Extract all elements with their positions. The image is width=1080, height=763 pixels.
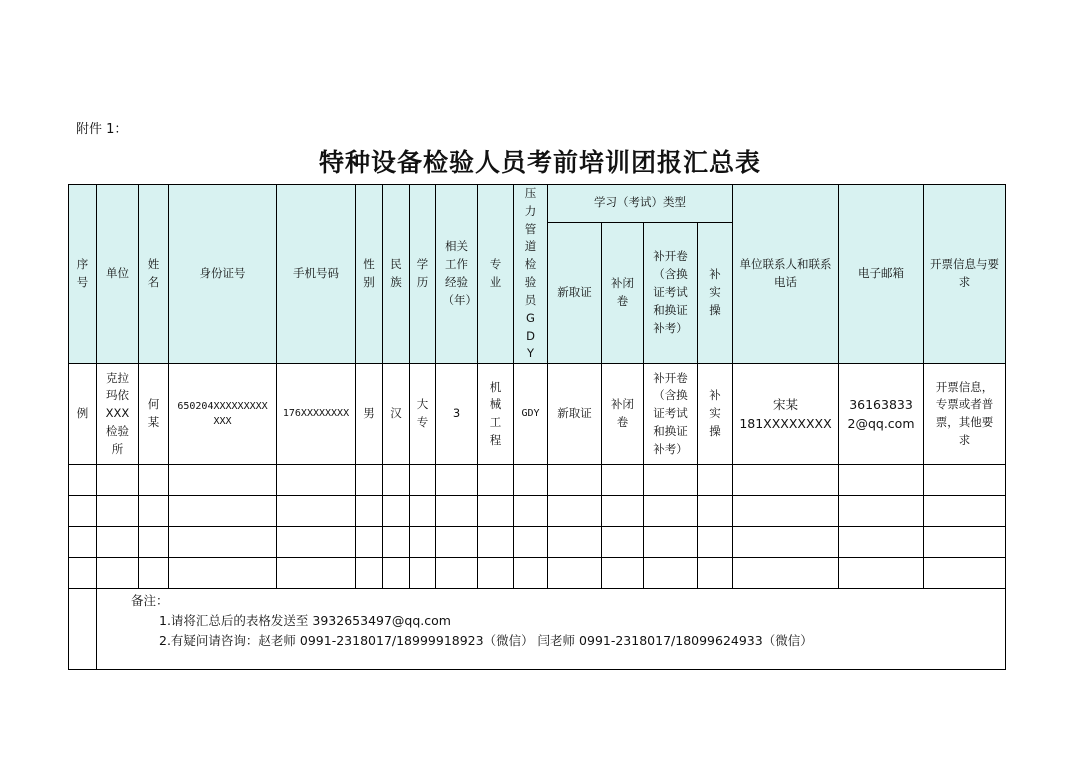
header-invoice: 开票信息与要求 — [924, 185, 1006, 364]
header-phone: 手机号码 — [277, 185, 356, 364]
notes-spacer — [69, 589, 97, 670]
cell-seq: 例 — [69, 364, 97, 465]
summary-table — [68, 184, 1006, 670]
cell-gender: 男 — [356, 364, 383, 465]
header-education: 学历 — [410, 185, 436, 364]
contact-phone: 181XXXXXXXX — [739, 416, 832, 432]
header-contact: 单位联系人和联系电话 — [733, 185, 839, 364]
header-open-book: 补开卷（含换证考试和换证补考） — [644, 222, 698, 364]
cell-practical: 补实操 — [698, 364, 733, 465]
empty-row — [69, 465, 1006, 496]
notes-row — [69, 589, 1006, 670]
cell-phone: 176XXXXXXXX — [277, 364, 356, 465]
cell-pressure-pipe: GDY — [514, 364, 548, 465]
notes-label: 备注： — [131, 593, 169, 609]
header-ethnicity: 民族 — [383, 185, 410, 364]
note-item: 1.请将汇总后的表格发送至 3932653497@qq.com — [159, 613, 451, 629]
cell-closed-book: 补闭卷 — [602, 364, 644, 465]
note-item: 2.有疑问请咨询：赵老师 0991-2318017/18999918923（微信） 闫老师 0991-2318017/18099624933（微信） — [159, 633, 813, 649]
cell-unit: 克拉玛依XXX检验所 — [97, 364, 139, 465]
cell-ethnicity: 汉 — [383, 364, 410, 465]
header-practical: 补实操 — [698, 222, 733, 364]
empty-row — [69, 496, 1006, 527]
cell-invoice: 开票信息，专票或者普票，其他要求 — [924, 364, 1006, 465]
cell-major: 机械工程 — [478, 364, 514, 465]
header-email: 电子邮箱 — [839, 185, 924, 364]
header-name: 姓名 — [139, 185, 169, 364]
contact-name: 宋某 — [772, 396, 798, 412]
header-study-type: 学习（考试）类型 — [548, 185, 733, 223]
empty-row — [69, 558, 1006, 589]
cell-name: 何某 — [139, 364, 169, 465]
header-major: 专业 — [478, 185, 514, 364]
cell-experience: 3 — [436, 364, 478, 465]
cell-id-number: 650204XXXXXXXXXXXX — [169, 364, 277, 465]
cell-contact — [733, 364, 839, 465]
header-experience: 相关工作经验（年） — [436, 185, 478, 364]
notes-cell — [97, 589, 1006, 670]
header-pressure-pipe: 压力管道检验员GDY — [514, 185, 548, 364]
attachment-label: 附件 1： — [76, 122, 128, 137]
header-id-number: 身份证号 — [169, 185, 277, 364]
header-gender: 性别 — [356, 185, 383, 364]
header-row-1 — [69, 185, 1006, 223]
header-seq: 序号 — [69, 185, 97, 364]
cell-open-book: 补开卷（含换证考试和换证补考） — [644, 364, 698, 465]
header-unit: 单位 — [97, 185, 139, 364]
empty-row — [69, 527, 1006, 558]
page-title: 特种设备检验人员考前培训团报汇总表 — [318, 148, 761, 177]
example-row — [69, 364, 1006, 465]
header-closed-book: 补闭卷 — [602, 222, 644, 364]
header-new-cert: 新取证 — [548, 222, 602, 364]
cell-email: 361638332@qq.com — [839, 364, 924, 465]
cell-education: 大专 — [410, 364, 436, 465]
cell-new-cert: 新取证 — [548, 364, 602, 465]
